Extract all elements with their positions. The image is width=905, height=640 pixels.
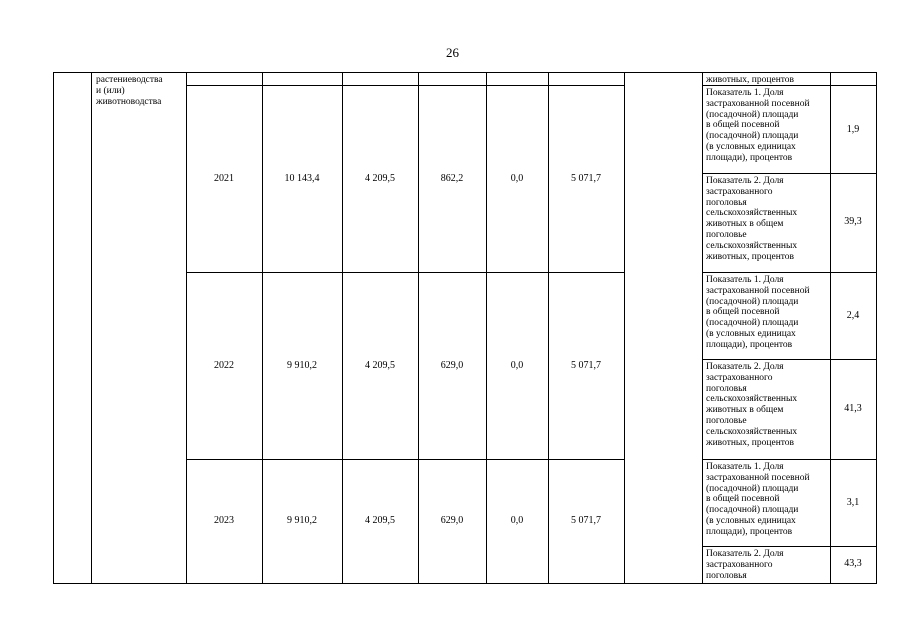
row-divider — [702, 546, 877, 547]
indicator-value: 41,3 — [844, 403, 862, 414]
indicator-value: 2,4 — [846, 310, 860, 321]
indicator-text: Показатель 1. Доля застрахованной посевной (посадочной) площади в общей посевной (посадочной) площади (в условных единицах площади), процентов — [706, 88, 810, 163]
value-cell: 0,0 — [510, 173, 524, 184]
column-divider — [548, 72, 549, 584]
indicator-fragment: животных, процентов — [706, 75, 795, 85]
value-cell: 0,0 — [510, 515, 524, 526]
year-cell: 2021 — [214, 173, 234, 184]
value-cell: 629,0 — [440, 515, 464, 526]
value-cell: 5 071,7 — [571, 515, 601, 526]
column-divider — [342, 72, 343, 584]
value-cell: 629,0 — [440, 360, 464, 371]
column-divider — [624, 72, 625, 584]
row-divider — [702, 173, 877, 174]
table-border-bottom — [53, 583, 877, 584]
row-divider — [702, 272, 877, 273]
column-divider — [262, 72, 263, 584]
value-cell: 862,2 — [440, 173, 464, 184]
indicator-value: 39,3 — [844, 216, 862, 227]
row-divider — [702, 359, 877, 360]
value-cell: 4 209,5 — [365, 360, 395, 371]
column-divider — [418, 72, 419, 584]
indicator-value: 43,3 — [844, 558, 862, 569]
page-number: 26 — [446, 45, 459, 60]
indicator-value: 1,9 — [846, 124, 860, 135]
value-cell: 4 209,5 — [365, 173, 395, 184]
indicator-value: 3,1 — [846, 497, 860, 508]
row-divider — [702, 459, 877, 460]
row-divider — [186, 85, 625, 86]
table-border-left — [53, 72, 54, 584]
indicator-text: Показатель 2. Доля застрахованного поголовья сельскохозяйственных животных в общем поголовье сельскохозяйственных животных, процентов — [706, 176, 798, 262]
value-cell: 5 071,7 — [571, 173, 601, 184]
value-cell: 0,0 — [510, 360, 524, 371]
year-cell: 2023 — [214, 515, 234, 526]
value-cell: 10 143,4 — [284, 173, 320, 184]
indicator-text: Показатель 1. Доля застрахованной посевной (посадочной) площади в общей посевной (посадочной) площади (в условных единицах площади), процентов — [706, 462, 810, 537]
table-border-right — [876, 72, 877, 584]
column-divider — [186, 72, 187, 584]
table-border-top — [53, 72, 877, 73]
indicator-text: Показатель 2. Доля застрахованного поголовья — [706, 549, 784, 581]
subject-cell: растениеводства и (или) животноводства — [96, 75, 163, 107]
indicator-text: Показатель 1. Доля застрахованной посевной (посадочной) площади в общей посевной (посадочной) площади (в условных единицах площади), процентов — [706, 275, 810, 350]
year-cell: 2022 — [214, 360, 234, 371]
column-divider — [702, 72, 703, 584]
row-divider — [186, 459, 625, 460]
column-divider — [486, 72, 487, 584]
row-divider — [186, 272, 625, 273]
value-cell: 5 071,7 — [571, 360, 601, 371]
value-cell: 9 910,2 — [287, 515, 317, 526]
column-divider — [91, 72, 92, 584]
value-cell: 9 910,2 — [287, 360, 317, 371]
value-cell: 4 209,5 — [365, 515, 395, 526]
indicator-text: Показатель 2. Доля застрахованного поголовья сельскохозяйственных животных в общем поголовье сельскохозяйственных животных, процентов — [706, 362, 798, 448]
